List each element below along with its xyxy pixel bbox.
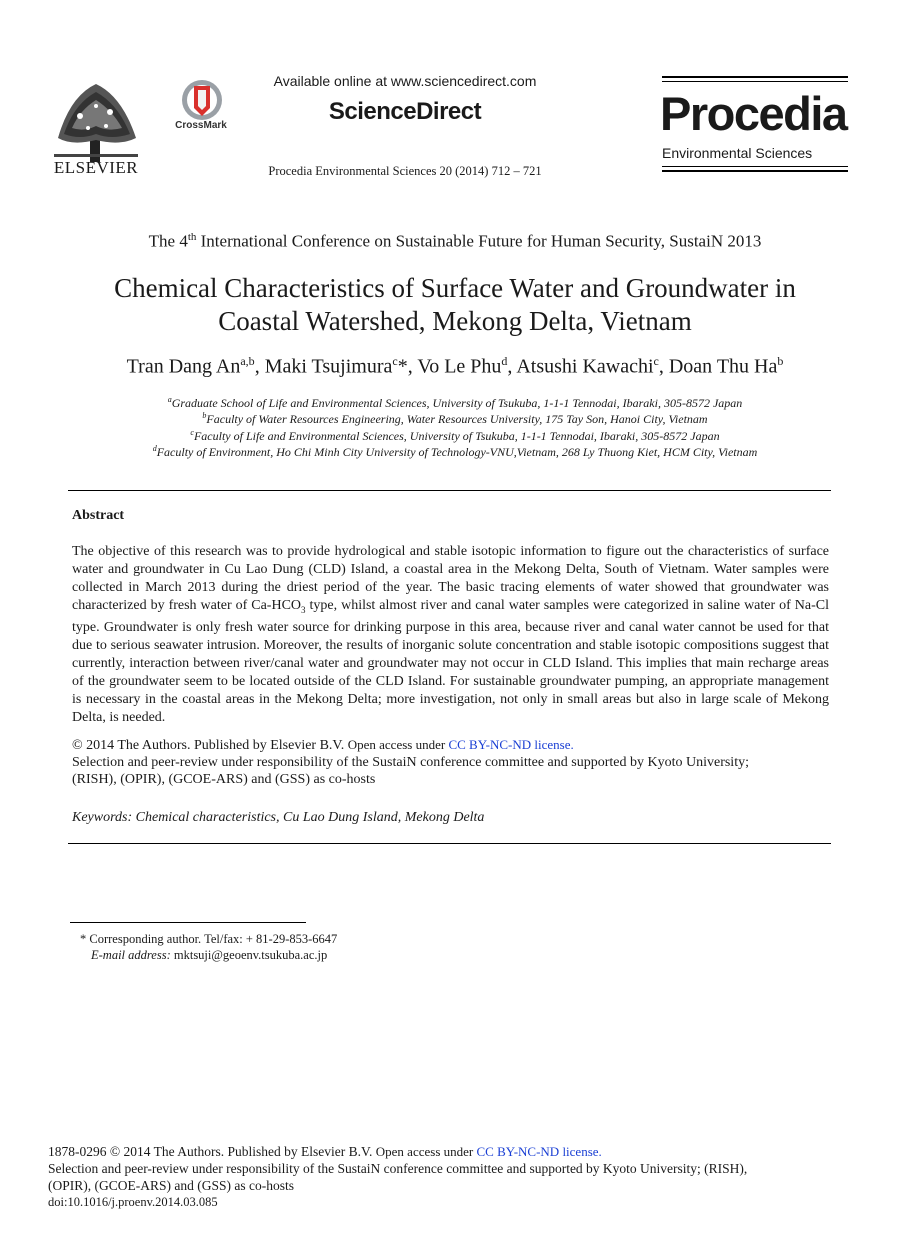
brand-rule bbox=[662, 76, 848, 78]
email-address[interactable]: mktsuji@geoenv.tsukuba.ac.jp bbox=[170, 948, 328, 962]
peer-review-line: (RISH), (OPIR), (GCOE-ARS) and (GSS) as co-hosts bbox=[72, 772, 376, 787]
author-name: Atsushi Kawachi bbox=[516, 355, 654, 378]
section-divider bbox=[68, 490, 831, 491]
affiliation-mark: d bbox=[152, 444, 157, 453]
procedia-subtitle: Environmental Sciences bbox=[662, 145, 813, 161]
peer-review-line: Selection and peer-review under responsibility of the SustaiN conference committee and supported by Kyoto University; bbox=[72, 755, 749, 770]
available-online-text: Available online at www.sciencedirect.com bbox=[273, 73, 537, 89]
abstract-text: type, whilst almost river and canal water samples were categorized in saline water of Na-Cl type. Groundwater is only fresh water source for drinking purpose in this area, because river and canal water cannot be used for that due to serious seawater intrusion. Moreover, the results of inorganic solute concentration and stable isotopic compositions suggest that currently, interaction between river/canal water and groundwater may not occur in CLD Island. This implies that main recharge areas of the groundwater seem to be located outside of the CLD Island. For sustainable groundwater pumping, an appropriate management is necessary in the coastal areas in the Mekong Delta; more investigation, not only in small areas but also in large scale of Mekong Delta, is needed. bbox=[72, 598, 829, 725]
footer-line: Selection and peer-review under responsibility of the SustaiN conference committee and supported by Kyoto University; (RISH), bbox=[48, 1161, 748, 1176]
conference-ordinal: th bbox=[187, 231, 197, 243]
publisher-name: ELSEVIER bbox=[53, 158, 139, 177]
email-label: E-mail address: bbox=[91, 948, 171, 962]
author-list bbox=[40, 354, 870, 379]
brand-rule bbox=[662, 170, 848, 172]
license-link[interactable]: CC BY-NC-ND license. bbox=[476, 1144, 602, 1159]
affiliation bbox=[40, 428, 870, 444]
brand-rule bbox=[662, 81, 848, 82]
author-affil-mark: c bbox=[392, 354, 398, 368]
conference-line bbox=[40, 231, 870, 252]
copyright-block bbox=[72, 736, 829, 788]
author-affil-mark: b bbox=[777, 354, 784, 368]
crossmark-label: CrossMark bbox=[175, 120, 227, 131]
author-affil-mark: a,b bbox=[240, 354, 255, 368]
author-affil-mark: d bbox=[501, 354, 508, 368]
affiliation-mark: a bbox=[167, 395, 172, 404]
license-link[interactable]: CC BY-NC-ND license. bbox=[448, 737, 574, 752]
affiliation-text: Faculty of Water Resources Engineering, Water Resources University, 175 Tay Son, Hanoi City, Vietnam bbox=[206, 412, 708, 426]
footer-line: (OPIR), (GCOE-ARS) and (GSS) as co-hosts bbox=[48, 1178, 294, 1193]
affiliation bbox=[40, 444, 870, 460]
author-separator: , bbox=[507, 355, 517, 378]
journal-reference: Procedia Environmental Sciences 20 (2014) 712 – 721 bbox=[268, 164, 542, 178]
author-separator: , bbox=[658, 355, 669, 378]
author-name: Vo Le Phu bbox=[417, 355, 502, 378]
affiliation-text: Graduate School of Life and Environmental Sciences, University of Tsukuba, 1-1-1 Tennodai, Ibaraki, 305-8572 Japan bbox=[171, 396, 743, 410]
brand-rule bbox=[662, 166, 848, 167]
footer-issn-line bbox=[48, 1143, 848, 1160]
doi[interactable]: doi:10.1016/j.proenv.2014.03.085 bbox=[48, 1195, 218, 1209]
author-name: Doan Thu Ha bbox=[668, 355, 778, 378]
open-access-text: Open access under bbox=[375, 1144, 477, 1159]
author-affil-mark: c bbox=[653, 354, 659, 368]
abstract-body bbox=[72, 543, 829, 727]
affiliation bbox=[40, 395, 870, 411]
author-separator: *, bbox=[397, 355, 418, 378]
affiliation-text: Faculty of Environment, Ho Chi Minh City University of Technology-VNU,Vietnam, 268 Ly Thuong Kiet, HCM City, Vietnam bbox=[156, 445, 758, 459]
abstract-subscript: 3 bbox=[301, 604, 306, 615]
page-footer bbox=[48, 1143, 848, 1211]
procedia-brand: Procedia bbox=[660, 87, 847, 140]
section-divider bbox=[68, 843, 831, 844]
conference-rest: International Conference on Sustainable Future for Human Security, SustaiN 2013 bbox=[196, 231, 762, 251]
sciencedirect-brand: ScienceDirect bbox=[328, 98, 482, 125]
affiliation-text: Faculty of Life and Environmental Sciences, University of Tsukuba, 1-1-1 Tennodai, Ibaraki, 305-8572 Japan bbox=[193, 429, 720, 443]
open-access-text: Open access under bbox=[347, 737, 449, 752]
author-separator: , bbox=[254, 355, 265, 378]
footnote-rule bbox=[70, 922, 306, 923]
copyright-text: © 2014 The Authors. Published by Elsevier B.V. bbox=[72, 738, 348, 753]
paper-title bbox=[60, 272, 850, 338]
title-line-2: Coastal Watershed, Mekong Delta, Vietnam bbox=[218, 306, 692, 336]
author-name: Tran Dang An bbox=[126, 355, 241, 378]
conference-prefix: The 4 bbox=[148, 231, 188, 251]
abstract-text: The objective of this research was to provide hydrological and stable isotopic information to figure out the characteristics of surface water and groundwater in Cu Lao Dung (CLD) Island, a coastal area in the Mekong Delta, South of Vietnam. Water samples were collected in March 2013 during the driest period of the year. The basic tracing elements of water showed that groundwater was characterized by fresh water of Ca-HCO bbox=[72, 544, 829, 613]
author-name: Maki Tsujimura bbox=[264, 355, 393, 378]
copyright-line bbox=[72, 736, 829, 754]
abstract-heading: Abstract bbox=[72, 508, 125, 523]
keywords: Keywords: Chemical characteristics, Cu Lao Dung Island, Mekong Delta bbox=[72, 810, 485, 825]
footer-text: 1878-0296 © 2014 The Authors. Published by Elsevier B.V. bbox=[48, 1144, 376, 1159]
email-note bbox=[91, 948, 327, 963]
affiliation bbox=[40, 411, 870, 427]
affiliation-mark: b bbox=[202, 411, 207, 420]
title-line-1: Chemical Characteristics of Surface Water and Groundwater in bbox=[114, 273, 796, 303]
affiliation-mark: c bbox=[190, 428, 194, 437]
corresponding-author-note: * Corresponding author. Tel/fax: + 81-29-853-6647 bbox=[80, 932, 338, 946]
